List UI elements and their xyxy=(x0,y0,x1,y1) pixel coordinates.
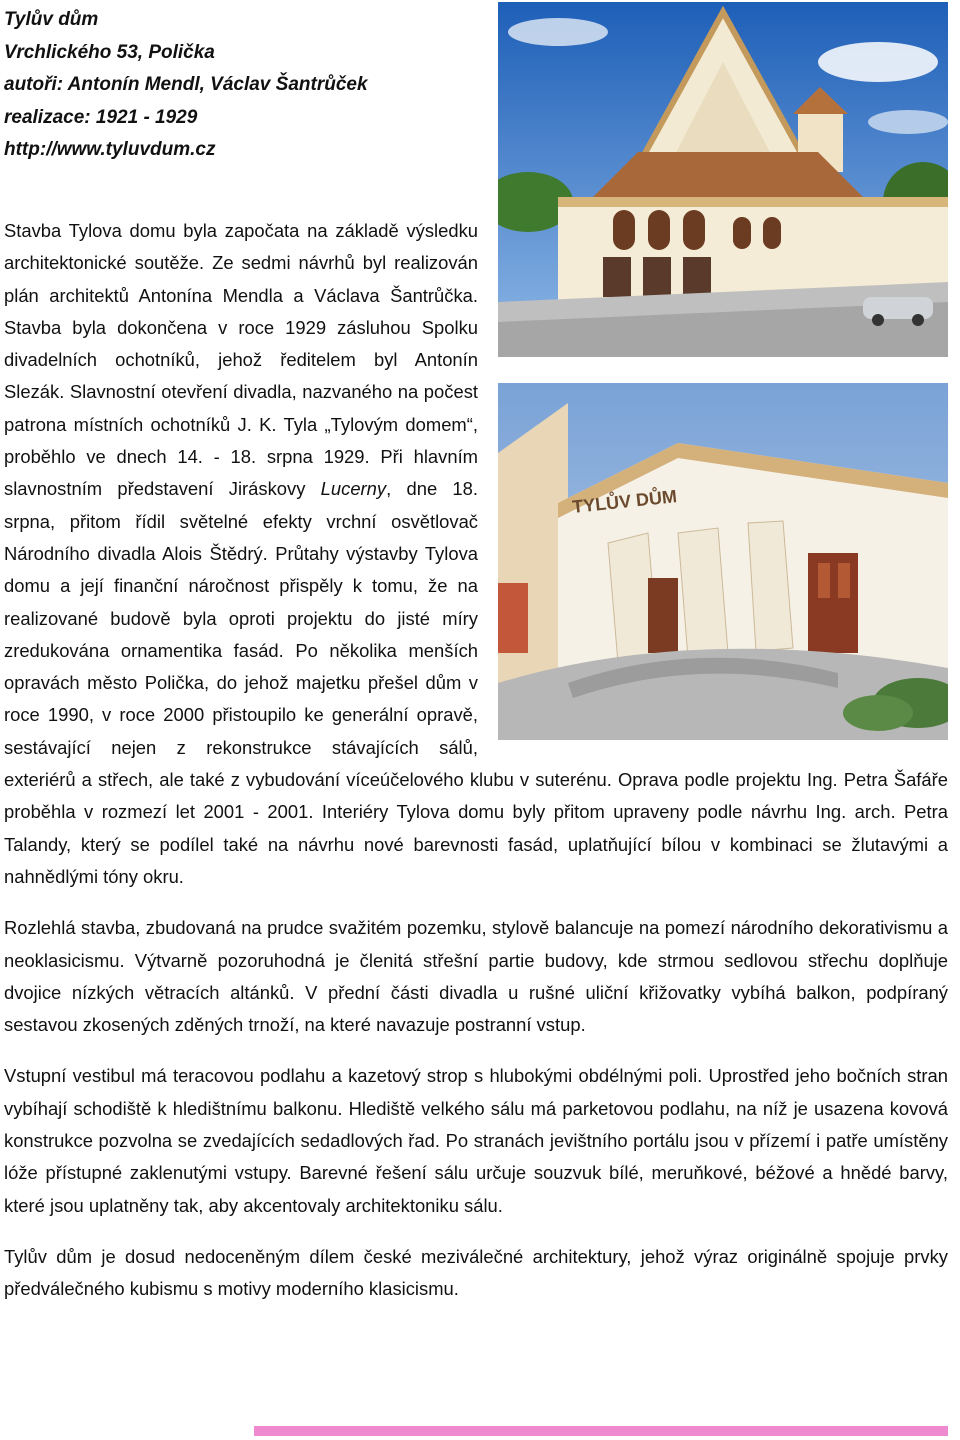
paragraph-history-part1: Stavba Tylova domu byla započata na základě výsledku architektonické soutěže. Ze sedmi návrhů byl realizován plán architektů Antonína Mendla a Václava Šantrůčka. Stavba byla dokončena v roce 1929 zásluhou Spolku divadelních ochotníků, jehož ředitelem byl Antonín Slezák. Slavnostní otevření divadla, nazvaného na počest patrona místních ochotníků J. K. Tyla „Tylovým domem“, proběhlo ve dnech 14. - 18. srpna 1929. Při hlavním slavnostním představení Jiráskovy xyxy=(4,220,478,500)
photo-float-spacer xyxy=(478,215,948,750)
building-realization: realizace: 1921 - 1929 xyxy=(4,106,198,128)
photo-sign-text: TYLŮV DŮM xyxy=(571,486,678,517)
building-authors: autoři: Antonín Mendl, Václav Šantrůček xyxy=(4,74,368,95)
paragraph-exterior: Rozlehlá stavba, zbudovaná na prudce svažitém pozemku, stylově balancuje na pomezí národního dekorativismu a neoklasicismu. Výtvarně pozoruhodná je členitá střešní partie budovy, kde strmou sedlovou střechu doplňuje dvojice nízkých větracích altánků. V přední části divadla u rušné uliční křižovatky vybíhá balkon, podpíraný sestavou zkosených zděných trnoží, na které navazuje postranní vstup. xyxy=(4,917,948,1036)
paragraph-interior: Vstupní vestibul má teracovou podlahu a kazetový strop s hlubokými obdélnými poli. Uprostřed jeho bočních stran vybíhají schodiště k hledištnímu balkonu. Hlediště velkého sálu má parketovou podlahu, na níž je usazena kovová konstrukce pozvolna se zvedajících sedadlových řad. Po stranách jevištního portálu jsou v přízemí i patře umístěny lóže přístupné zaklenutými vstupy. Barevné řešení sálu určuje souzvuk bílé, meruňkové, béžové a hnědé barvy, které jsou uplatněny tak, aby akcentovaly architektoniku sálu. xyxy=(4,1065,948,1216)
footer-accent-bar xyxy=(254,1426,948,1436)
paragraph-conclusion: Tylův dům je dosud nedoceněným dílem české meziválečné architektury, jehož výraz originálně spojuje prvky předválečného kubismu s motivy moderního klasicismu. xyxy=(4,1245,948,1300)
building-url[interactable]: http://www.tyluvdum.cz xyxy=(4,139,216,160)
document-header xyxy=(4,4,484,167)
building-address: Vrchlického 53, Polička xyxy=(4,41,215,63)
paragraph-history-part2: , dne 18. srpna, přitom řídil světelné efekty vrchní osvětlovač Národního divadla Alois Štědrý. Průtahy výstavby Tylova domu a její finanční náročnost přispěly k tomu, že na realizované budově byla oproti projektu do jisté míry zredukována ornamentika fasád. Po několika menších opravách město Polička, do jehož majetku přešel dům v roce 1990, v roce 2000 přistoupilo ke generální opravě, sestávající nejen z rekonstrukce stávajících sálů, exteriérů a střech, ale také z vybudování víceúčelového klubu v suterénu. Oprava podle projektu Ing. Petra Šafáře proběhla v rozmezí let 2001 - 2001. Interiéry Tylova domu byly přitom upraveny podle návrhu Ing. arch. Petra Talandy, který se podílel také na návrhu nové barevnosti fasád, uplatňující bílou v kombinaci se žlutavými a nahnědlými tóny okru. xyxy=(4,478,948,887)
building-title: Tylův dům xyxy=(4,9,99,30)
paragraph-history-italic: Lucerny xyxy=(320,478,387,500)
article-body xyxy=(4,215,948,1306)
